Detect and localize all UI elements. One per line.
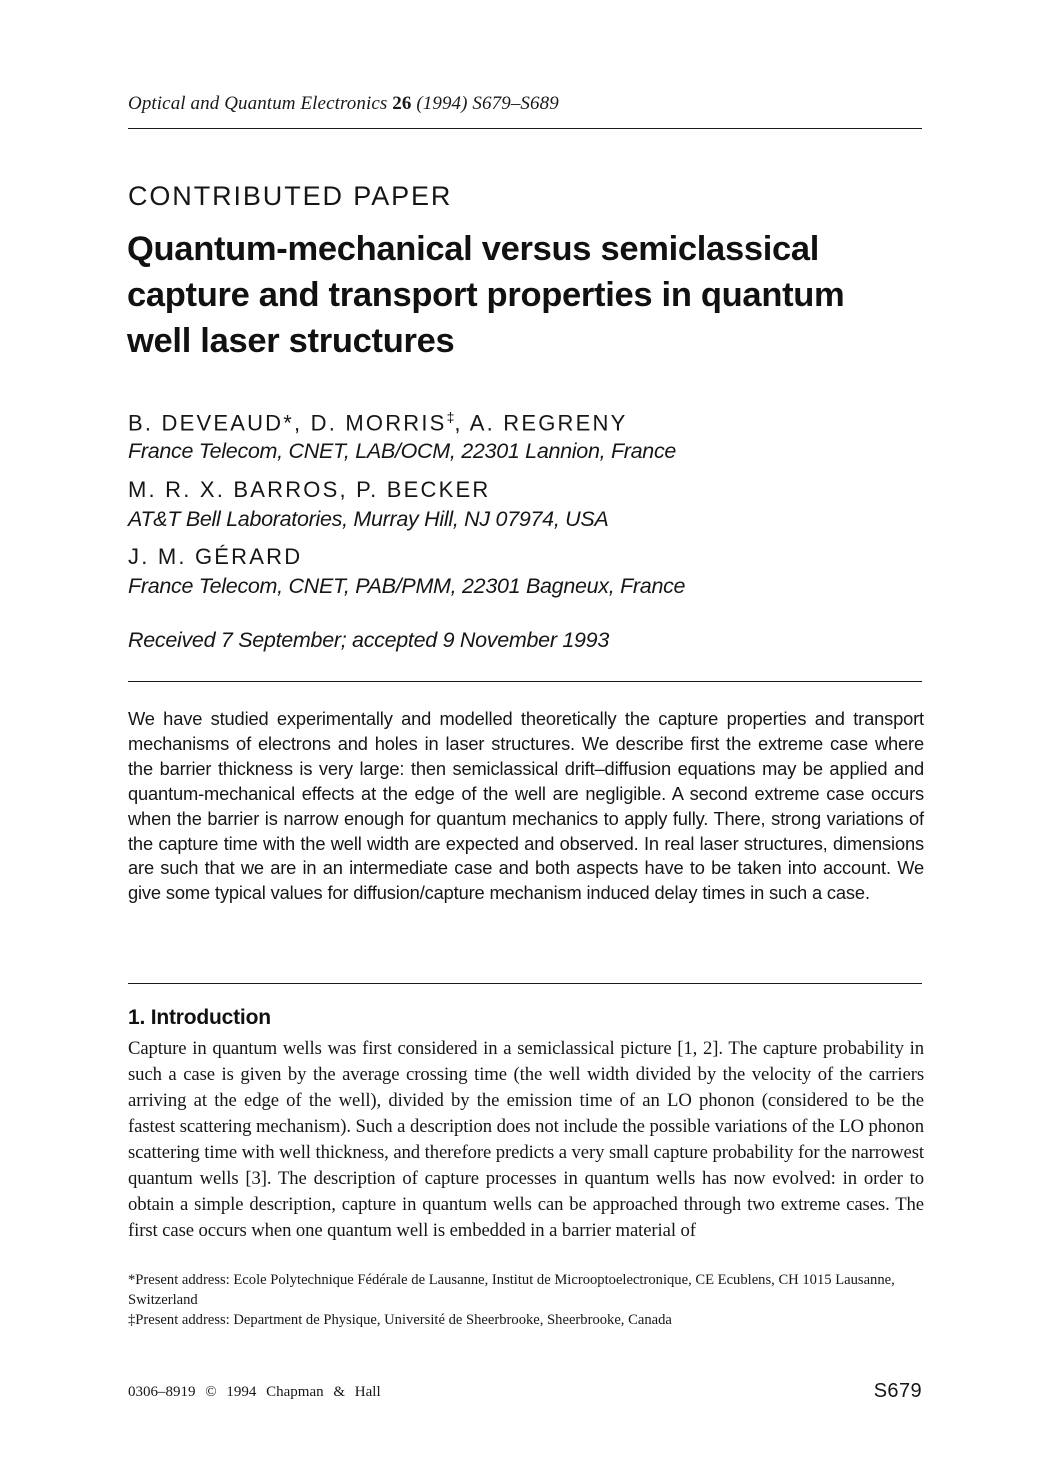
affiliation: AT&T Bell Laboratories, Murray Hill, NJ 07974, USA [128, 507, 609, 531]
author-names: B. DEVEAUD*, D. MORRIS [128, 410, 447, 436]
author-names-tail: , A. REGRENY [454, 410, 628, 436]
header-rule [128, 128, 922, 129]
footnotes [128, 1270, 924, 1330]
abstract-bottom-rule [128, 983, 922, 984]
received-date: Received 7 September; accepted 9 November 1993 [128, 628, 609, 652]
title-line: Quantum-mechanical versus semiclassical [127, 230, 820, 268]
title-line: capture and transport properties in quantum [127, 276, 845, 314]
title-line: well laser structures [127, 322, 455, 360]
running-head [128, 93, 559, 115]
footnote: ‡Present address: Department de Physique, Université de Sheerbrooke, Sheerbrooke, Canada [128, 1312, 672, 1328]
issn-copyright: 0306–8919 © 1994 Chapman & Hall [128, 1384, 381, 1400]
abstract: We have studied experimentally and modelled theoretically the capture properties and transport mechanisms of electrons and holes in laser structures. We describe first the extreme case where the barrier thickness is very large: then semiclassical drift–diffusion equations may be applied and quantum-mechanical effects at the edge of the well are negligible. A second extreme case occurs when the barrier is narrow enough for quantum mechanics to apply fully. There, strong variations of the capture time with the well width are expected and observed. In real laser structures, dimensions are such that we are in an intermediate case and both aspects have to be taken into account. We give some typical values for diffusion/capture mechanism induced delay times in such a case. [128, 708, 924, 904]
affiliation: France Telecom, CNET, LAB/OCM, 22301 Lannion, France [128, 439, 677, 463]
section-heading: 1. Introduction [128, 1006, 271, 1029]
section-body: Capture in quantum wells was first considered in a semiclassical picture [1, 2]. The capture probability in such a case is given by the average crossing time (the well width divided by the velocity of the carriers arriving at the edge of the well), divided by the emission time of an LO phonon (considered to be the fastest scattering mechanism). Such a description does not include the possible variations of the LO phonon scattering time with well thickness, and therefore predicts a very small capture probability for the narrowest quantum wells [3]. The description of capture processes in quantum wells has now evolved: in order to obtain a simple description, capture in quantum wells can be approached through two extreme cases. The first case occurs when one quantum well is embedded in a barrier material of [128, 1038, 924, 1241]
page-number: S679 [873, 1380, 922, 1402]
paper-title [127, 226, 927, 364]
affiliation: France Telecom, CNET, PAB/PMM, 22301 Bagneux, France [128, 574, 686, 598]
journal-year-pages: (1994) S679–S689 [416, 93, 559, 114]
author-line: M. R. X. BARROS, P. BECKER [128, 477, 491, 502]
journal-name: Optical and Quantum Electronics [128, 93, 388, 114]
author-line: J. M. GÉRARD [128, 544, 303, 569]
footnote: *Present address: Ecole Polytechnique Fédérale de Lausanne, Institut de Microoptoelectronique, CE Ecublens, CH 1015 Lausanne, Switzerland [128, 1272, 895, 1308]
abstract-top-rule [128, 681, 922, 682]
section-label: CONTRIBUTED PAPER [128, 181, 453, 211]
journal-volume: 26 [392, 93, 412, 114]
author-footnote-mark: ‡ [446, 409, 455, 425]
author-line [128, 409, 627, 436]
